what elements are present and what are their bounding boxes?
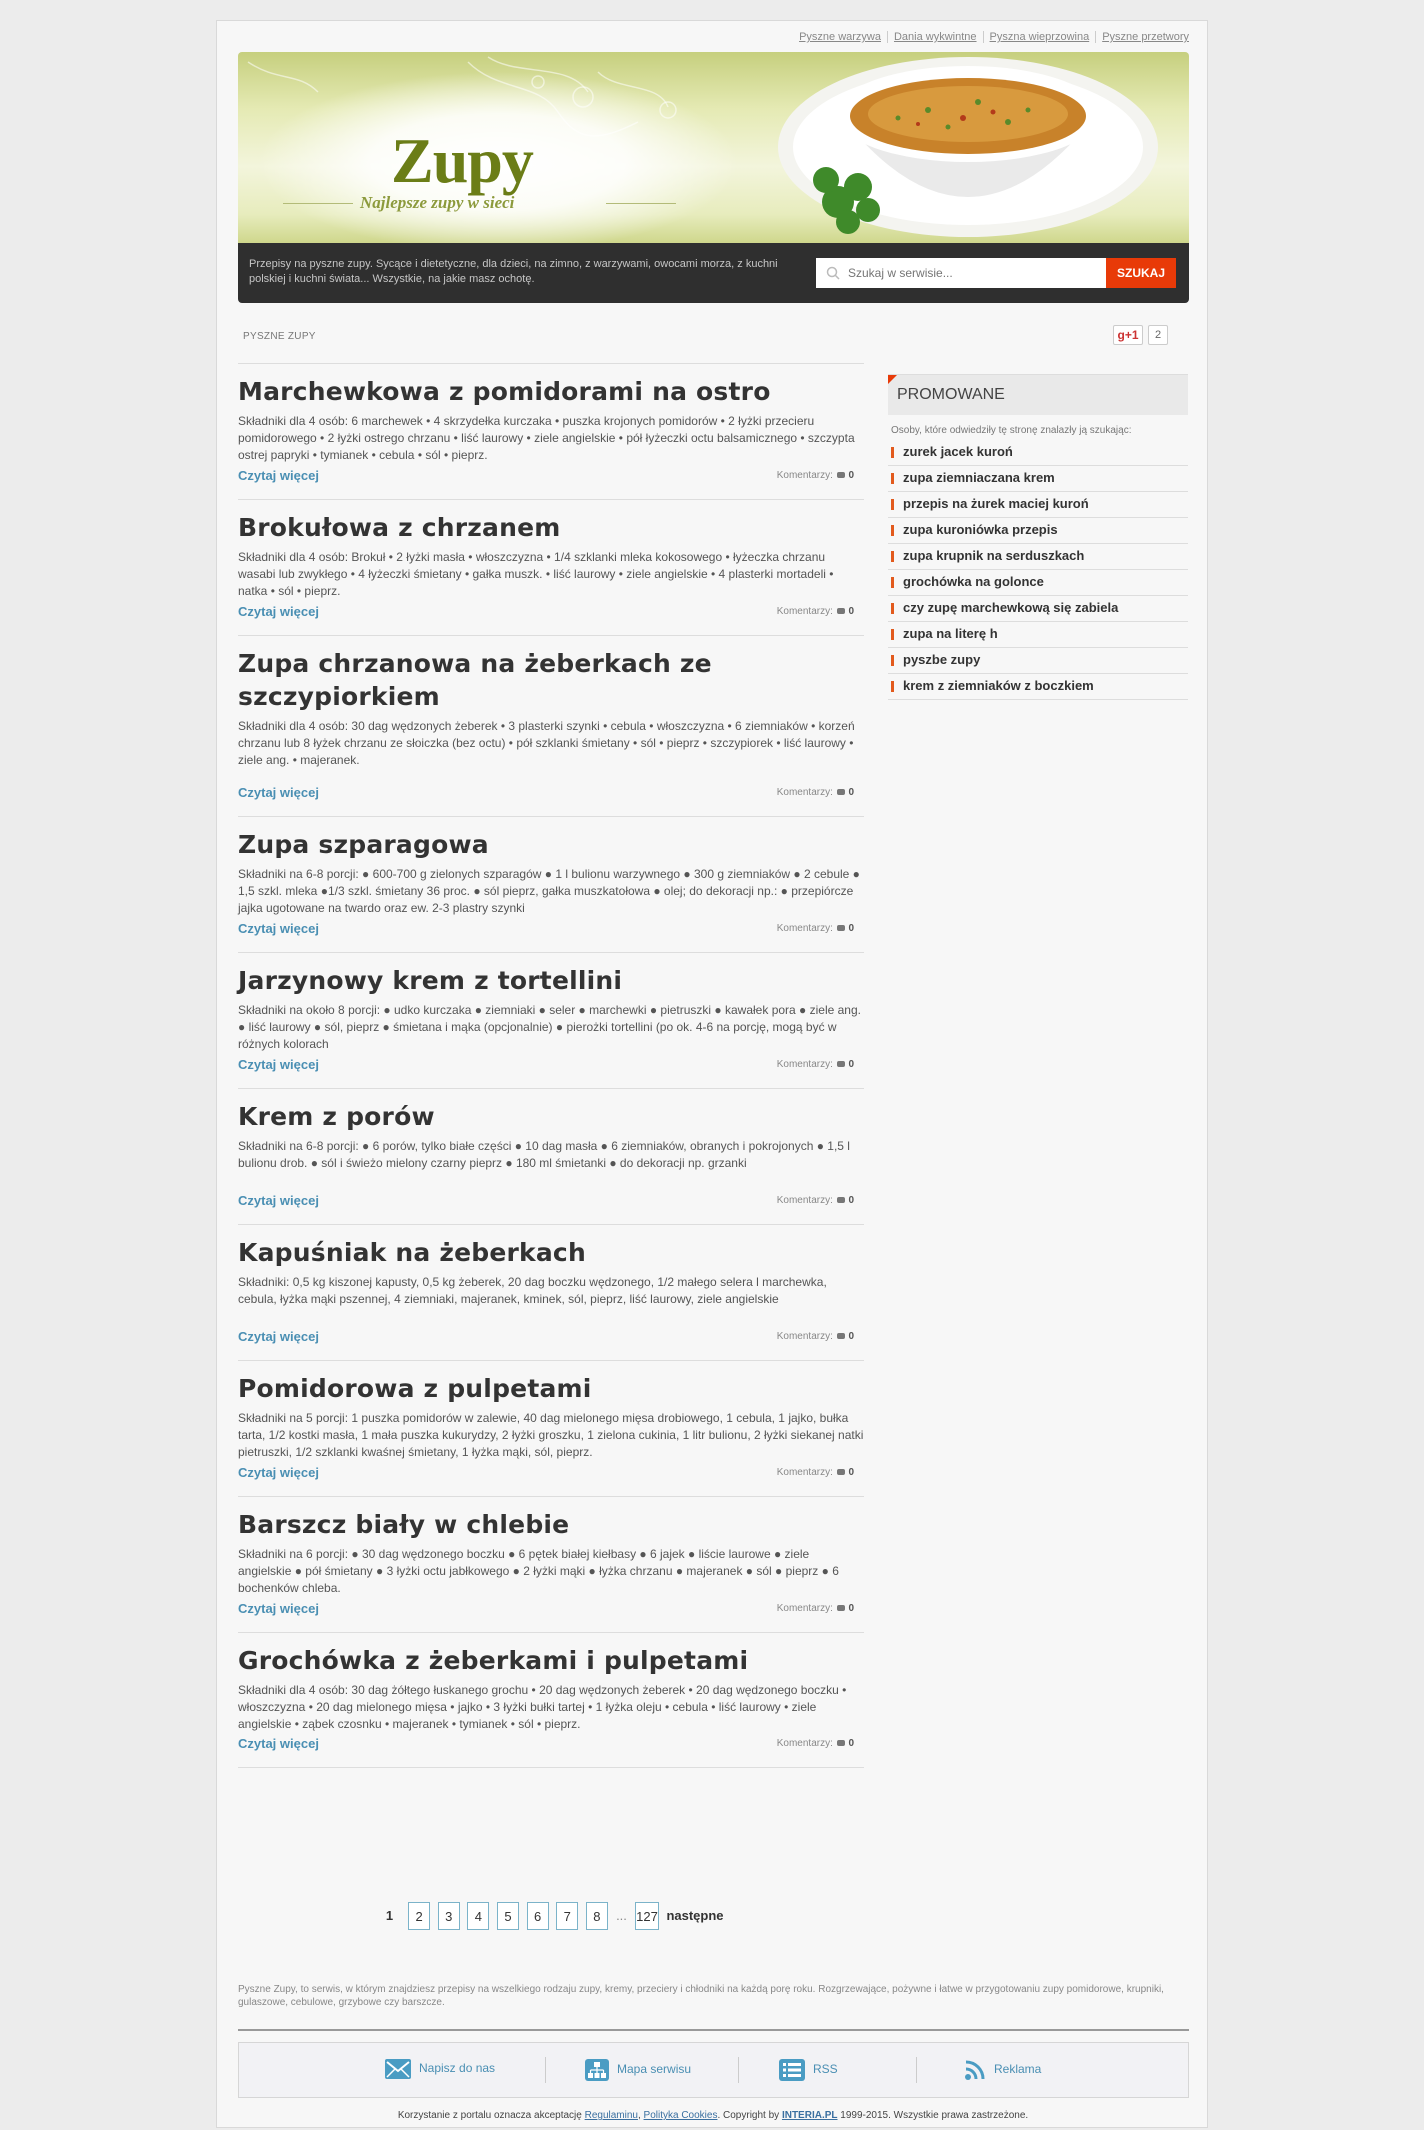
- article: [238, 1224, 864, 1360]
- comments-count[interactable]: Komentarzy: 0: [776, 1195, 854, 1206]
- footer-separator: [545, 2057, 546, 2083]
- promoted-item[interactable]: zupa kuroniówka przepis: [888, 518, 1188, 544]
- comments-count[interactable]: Komentarzy: 0: [776, 1603, 854, 1614]
- footer-separator: [916, 2057, 917, 2083]
- cookies-link[interactable]: Polityka Cookies: [643, 2110, 718, 2121]
- comment-icon: [837, 1469, 845, 1475]
- article: [238, 952, 864, 1088]
- sitemap-link[interactable]: Mapa serwisu: [585, 2059, 691, 2081]
- comments-count[interactable]: Komentarzy: 0: [776, 606, 854, 617]
- read-more-link[interactable]: Czytaj więcej: [238, 1736, 319, 1751]
- comments-count[interactable]: Komentarzy: 0: [776, 470, 854, 481]
- soup-bowl-icon: [778, 52, 1189, 243]
- article-excerpt: Składniki dla 4 osób: 30 dag żółtego łuskanego grochu • 20 dag wędzonych żeberek • 20 dag wędzonego boczku • włoszczyzna • 20 dag mielonego mięsa • jajko • 3 łyżki bułki tartej • 1 łyżka oleju • cebula • liść laurowy • ziele angielskie • ząbek czosnku • majeranek • tymianek • sól • pieprz.: [238, 1683, 847, 1731]
- header-banner: [238, 52, 1189, 243]
- comments-count[interactable]: Komentarzy: 0: [776, 1059, 854, 1070]
- sitemap-icon: [585, 2059, 609, 2081]
- copyright: Korzystanie z portalu oznacza akceptację Regulaminu, Polityka Cookies. Copyright by INTERIA.PL 1999-2015. Wszystkie prawa zastrzeżone.: [397, 2110, 1029, 2121]
- read-more-link[interactable]: Czytaj więcej: [238, 468, 319, 483]
- article-excerpt: Składniki dla 4 osób: 30 dag wędzonych żeberek • 3 plasterki szynki • cebula • włoszczyzna • 6 ziemniaków • korzeń chrzanu lub 8 łyżek chrzanu ze słoiczka (bez octu) • pół szklanki śmietany • sól • pieprz • szczypiorek • liść laurowy • ziele ang. • majeranek.: [238, 719, 855, 767]
- bullet-icon: [891, 551, 894, 562]
- bullet-icon: [891, 447, 894, 458]
- article-title[interactable]: Brokułowa z chrzanem: [238, 513, 561, 542]
- top-nav-link[interactable]: Dania wykwintne: [887, 31, 983, 43]
- promoted-item[interactable]: grochówka na golonce: [888, 570, 1188, 596]
- page-link[interactable]: 2: [408, 1902, 430, 1930]
- page-ellipsis: ...: [616, 1908, 627, 1923]
- sidebar: [888, 374, 1188, 700]
- comment-icon: [837, 1061, 845, 1067]
- article-excerpt: Składniki na 5 porcji: 1 puszka pomidorów w zalewie, 40 dag mielonego mięsa drobiowego, 1 cebula, 1 jajko, bułka tarta, 1/2 kostki masła, 1 mała puszka kukurydzy, 2 łyżki groszku, 1 zielona cukinia, 1 litr bulionu, 2 łyżki siekanej natki pietruszki, 1/2 szklanki kwaśnej śmietany, 1 łyżka mąki, sól, pieprz.: [238, 1411, 864, 1459]
- article-title[interactable]: Jarzynowy krem z tortellini: [238, 966, 623, 995]
- sidebar-intro: Osoby, które odwiedziły tę stronę znalazły ją szukając:: [891, 425, 1132, 436]
- article: [238, 1088, 864, 1224]
- interia-link[interactable]: INTERIA.PL: [781, 2110, 838, 2121]
- pagination: [238, 1902, 864, 1930]
- envelope-icon: [385, 2059, 411, 2079]
- page-link[interactable]: 5: [497, 1902, 519, 1930]
- search-icon: [826, 266, 840, 280]
- google-plus-count: 2: [1148, 325, 1168, 345]
- article-title[interactable]: Marchewkowa z pomidorami na ostro: [238, 377, 771, 406]
- bullet-icon: [891, 577, 894, 588]
- promoted-list: [888, 440, 1188, 700]
- promoted-item[interactable]: pyszbe zupy: [888, 648, 1188, 674]
- read-more-link[interactable]: Czytaj więcej: [238, 921, 319, 936]
- top-nav-link[interactable]: Pyszne warzywa: [799, 31, 881, 43]
- promoted-item[interactable]: zupa krupnik na serduszkach: [888, 544, 1188, 570]
- article-title[interactable]: Krem z porów: [238, 1102, 435, 1131]
- article-title[interactable]: Zupa chrzanowa na żeberkach ze szczypiorkiem: [238, 649, 712, 711]
- page-link[interactable]: 6: [527, 1902, 549, 1930]
- read-more-link[interactable]: Czytaj więcej: [238, 1329, 319, 1344]
- search-input[interactable]: [816, 258, 1106, 288]
- page: [216, 20, 1208, 2128]
- article: [238, 1496, 864, 1632]
- top-nav: [238, 31, 1189, 47]
- bullet-icon: [891, 473, 894, 484]
- article-excerpt: Składniki na około 8 porcji: ● udko kurczaka ● ziemniaki ● seler ● marchewki ● pietruszki ● kawałek pora ● ziele ang. ● liść laurowy ● sól, pieprz ● śmietana i mąka (opcjonalnie) ● pierożki tortellini (po ok. 4-6 na porcję, mogą być w różnych kolorach: [238, 1003, 861, 1051]
- article-excerpt: Składniki na 6 porcji: ● 30 dag wędzonego boczku ● 6 pętek białej kiełbasy ● 6 jajek ● liście laurowe ● ziele angielskie ● pół śmietany ● 3 łyżki octu jabłkowego ● 2 łyżki mąki ● łyżka chrzanu ● majeranek ● sól ● pieprz ● 6 bochenków chleba.: [238, 1547, 839, 1595]
- page-link[interactable]: 7: [556, 1902, 578, 1930]
- comment-icon: [837, 1197, 845, 1203]
- read-more-link[interactable]: Czytaj więcej: [238, 785, 319, 800]
- comments-count[interactable]: Komentarzy: 0: [776, 1738, 854, 1749]
- comment-icon: [837, 789, 845, 795]
- comments-count[interactable]: Komentarzy: 0: [776, 923, 854, 934]
- read-more-link[interactable]: Czytaj więcej: [238, 604, 319, 619]
- comment-icon: [837, 608, 845, 614]
- bullet-icon: [891, 629, 894, 640]
- comment-icon: [837, 925, 845, 931]
- top-nav-link[interactable]: Pyszne przetwory: [1095, 31, 1189, 43]
- page-next-link[interactable]: następne: [666, 1908, 724, 1923]
- read-more-link[interactable]: Czytaj więcej: [238, 1193, 319, 1208]
- article-title[interactable]: Barszcz biały w chlebie: [238, 1510, 570, 1539]
- read-more-link[interactable]: Czytaj więcej: [238, 1465, 319, 1480]
- article-title[interactable]: Zupa szparagowa: [238, 830, 489, 859]
- ads-link[interactable]: Reklama: [964, 2059, 1041, 2081]
- promoted-item[interactable]: czy zupę marchewkową się zabiela: [888, 596, 1188, 622]
- logo-subtitle: Najlepsze zupy w sieci: [360, 193, 515, 212]
- terms-link[interactable]: Regulaminu: [584, 2110, 638, 2121]
- site-description: Przepisy na pyszne zupy. Sycące i dietetyczne, dla dzieci, na zimno, z warzywami, owocami morza, z kuchni polskiej i kuchni świata... Wszystkie, na jakie masz ochotę.: [249, 258, 778, 285]
- bullet-icon: [891, 499, 894, 510]
- list-icon: [779, 2059, 805, 2081]
- footer-links: [238, 2042, 1189, 2098]
- footer-divider: [238, 2029, 1189, 2031]
- top-nav-link[interactable]: Pyszna wieprzowina: [983, 31, 1096, 43]
- sidebar-title: PROMOWANE: [897, 386, 1005, 403]
- rss-icon: [964, 2059, 986, 2081]
- footer-description: Pyszne Zupy, to serwis, w którym znajdziesz przepisy na wszelkiego rodzaju zupy, kremy, przeciery i chłodniki na każdą porę roku. Rozgrzewające, pożywne i łatwe w przygotowaniu zupy pomidorowe, krupniki, gulaszowe, cebulowe, grzybowe czy barszcze.: [238, 1984, 1164, 2008]
- page-link[interactable]: 3: [438, 1902, 460, 1930]
- article-excerpt: Składniki na 6-8 porcji: ● 6 porów, tylko białe części ● 10 dag masła ● 6 ziemniaków, obranych i pokrojonych ● 1,5 l bulionu drob. ● sól i świeżo mielony czarny pieprz ● 180 ml śmietanki ● do dekoracji np. grzanki: [238, 1139, 850, 1170]
- breadcrumb[interactable]: PYSZNE ZUPY: [243, 331, 316, 342]
- bullet-icon: [891, 655, 894, 666]
- article-title[interactable]: Grochówka z żeberkami i pulpetami: [238, 1646, 749, 1675]
- comment-icon: [837, 1333, 845, 1339]
- article: [238, 499, 864, 635]
- google-plus-button[interactable]: g+1: [1113, 325, 1143, 345]
- bullet-icon: [891, 603, 894, 614]
- article-list: [238, 363, 864, 1768]
- page-link-last[interactable]: 127: [635, 1902, 659, 1930]
- article-excerpt: Składniki dla 4 osób: 6 marchewek • 4 skrzydełka kurczaka • puszka krojonych pomidorów • 2 łyżki przecieru pomidorowego • 2 łyżki ostrego chrzanu • liść laurowy • ziele angielskie • pół łyżeczki octu balsamicznego • szczypta ostrej papryki • tymianek • cebula • sól • pieprz.: [238, 414, 855, 462]
- comments-count[interactable]: Komentarzy: 0: [776, 1467, 854, 1478]
- logo-title[interactable]: Zupy: [391, 125, 533, 196]
- article: [238, 1360, 864, 1496]
- page-link[interactable]: 4: [467, 1902, 489, 1930]
- comment-icon: [837, 1740, 845, 1746]
- corner-marker-icon: [888, 375, 897, 384]
- bullet-icon: [891, 525, 894, 536]
- article: [238, 635, 864, 816]
- promoted-item[interactable]: przepis na żurek maciej kuroń: [888, 492, 1188, 518]
- read-more-link[interactable]: Czytaj więcej: [238, 1601, 319, 1616]
- promoted-item[interactable]: zupa na literę h: [888, 622, 1188, 648]
- comments-count[interactable]: Komentarzy: 0: [776, 787, 854, 798]
- comment-icon: [837, 1605, 845, 1611]
- sidebar-header: [888, 374, 1188, 415]
- promoted-item[interactable]: zupa ziemniaczana krem: [888, 466, 1188, 492]
- article-excerpt: Składniki: 0,5 kg kiszonej kapusty, 0,5 kg żeberek, 20 dag boczku wędzonego, 1/2 małego selera l marchewka, cebula, łyżka mąki pszennej, 4 ziemniaki, majeranek, kminek, sól, pieprz, liść laurowy, ziele angielskie: [238, 1275, 827, 1306]
- article-excerpt: Składniki na 6-8 porcji: ● 600-700 g zielonych szparagów ● 1 l bulionu warzywnego ● 300 g ziemniaków ● 2 cebule ● 1,5 szkl. mleka ●1/3 szkl. śmietany 36 proc. ● sól pieprz, gałka muszkatołowa ● olej; do dekoracji np.: ● przepiórcze jajka ugotowane na twardo oraz ew. 2-3 plastry szynki: [238, 867, 860, 915]
- logo-divider: [283, 203, 353, 204]
- rss-link[interactable]: RSS: [779, 2059, 838, 2081]
- article: [238, 816, 864, 952]
- search-button[interactable]: SZUKAJ: [1106, 258, 1176, 288]
- article: [238, 363, 864, 499]
- logo-divider: [606, 203, 676, 204]
- article: [238, 1632, 864, 1768]
- comments-count[interactable]: Komentarzy: 0: [776, 1331, 854, 1342]
- article-title[interactable]: Pomidorowa z pulpetami: [238, 1374, 592, 1403]
- header-bar: [238, 243, 1189, 303]
- article-excerpt: Składniki dla 4 osób: Brokuł • 2 łyżki masła • włoszczyzna • 1/4 szklanki mleka kokosowego • łyżeczka chrzanu wasabi lub zwykłego • 4 łyżeczki śmietany • gałka muszk. • liść laurowy • ziele angielskie • 4 plasterki mortadeli • natka • sól • pieprz.: [238, 550, 834, 598]
- page-current: 1: [385, 1908, 394, 1923]
- contact-link[interactable]: Napisz do nas: [385, 2059, 495, 2079]
- footer-separator: [738, 2057, 739, 2083]
- comment-icon: [837, 472, 845, 478]
- promoted-item[interactable]: krem z ziemniaków z boczkiem: [888, 674, 1188, 700]
- promoted-item[interactable]: zurek jacek kuroń: [888, 440, 1188, 466]
- bullet-icon: [891, 681, 894, 692]
- article-title[interactable]: Kapuśniak na żeberkach: [238, 1238, 586, 1267]
- page-link[interactable]: 8: [586, 1902, 608, 1930]
- read-more-link[interactable]: Czytaj więcej: [238, 1057, 319, 1072]
